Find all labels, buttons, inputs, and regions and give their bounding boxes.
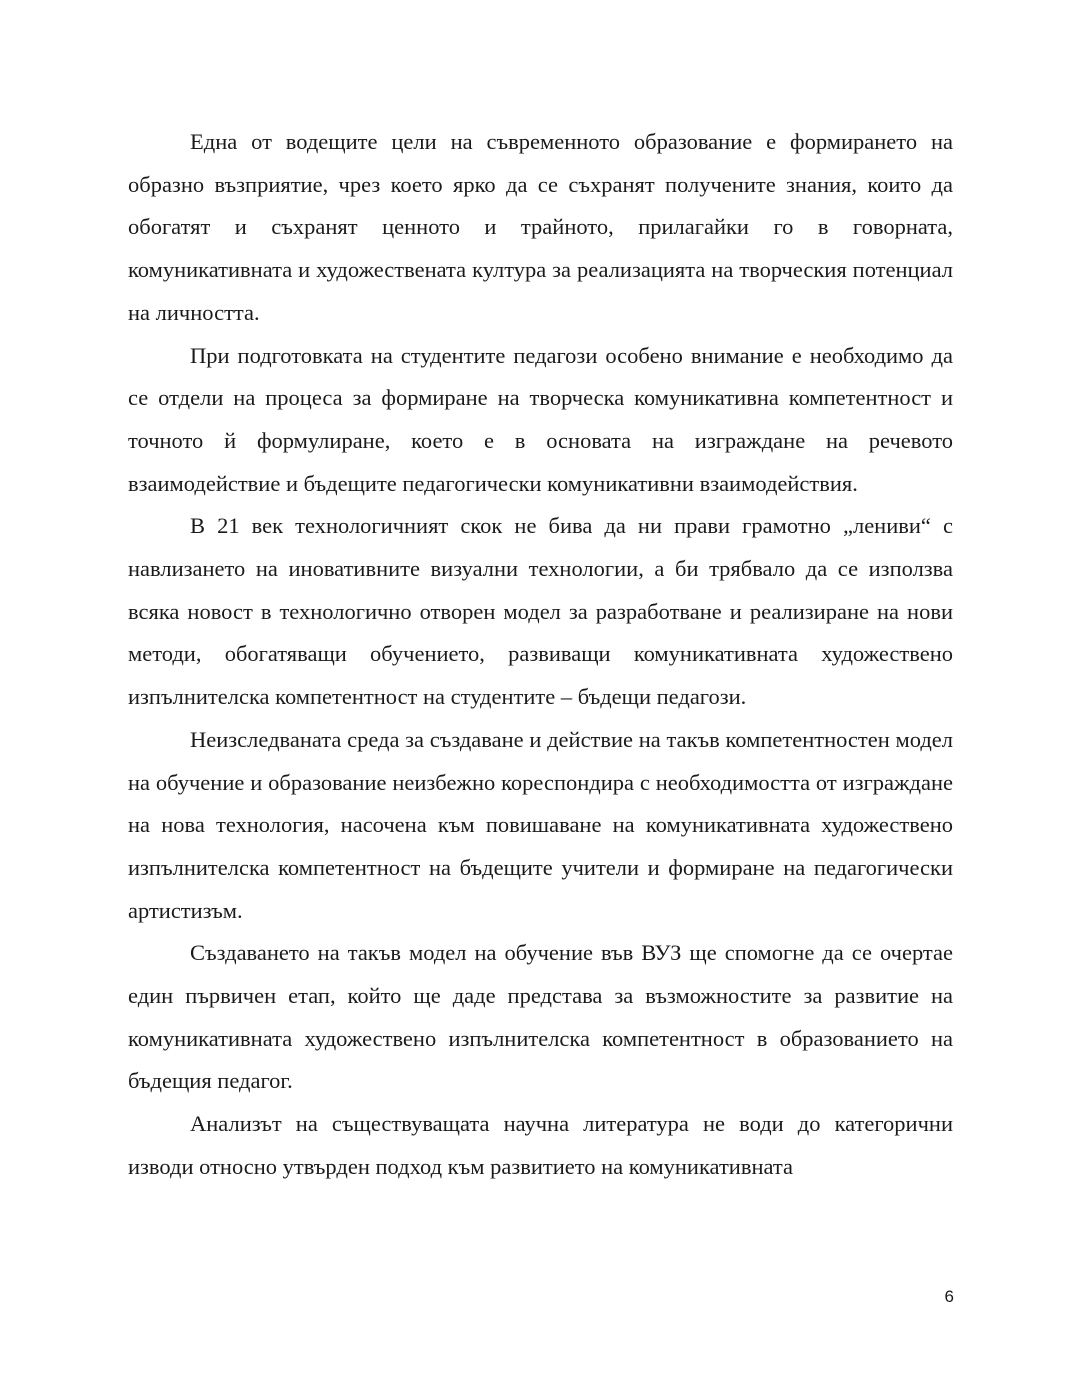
- paragraph-2: При подготовката на студентите педагози особено внимание е необходимо да се отдели на процеса за формиране на творческа комуникативна компетентност и точното й формулиране, което е в основата на изграждане на речевото взаимодействие и бъдещите педагогически комуникативни взаимодействия.: [128, 342, 953, 496]
- paragraph-5: Създаването на такъв модел на обучение във ВУЗ ще спомогне да се очертае един първичен етап, който ще даде представа за възможностите за развитие на комуникативната художествено изпълнителска компетентност в образованието на бъдещия педагог.: [128, 940, 953, 1094]
- paragraph-3: В 21 век технологичният скок не бива да ни прави грамотно „лениви“ с навлизането на иновативните визуални технологии, а би трябвало да се използва всяка новост в технологично отворен модел за разработване и реализиране на нови методи, обогатяващи обучението, развиващи комуникативната художествено изпълнителска компетентност на студентите – бъдещи педагози.: [128, 513, 953, 710]
- paragraph-1: Една от водещите цели на съвременното образование е формирането на образно възприятие, чрез което ярко да се съхранят получените знания, които да обогатят и съхранят ценното и трайното, прилагайки го в говорната, комуникативната и художествената култура за реализацията на творческия потенциал на личността.: [128, 129, 953, 325]
- paragraph-6: Анализът на съществуващата научна литература не води до категорични изводи относно утвърден подход към развитието на комуникативната: [128, 1111, 953, 1179]
- document-body: [128, 121, 953, 1189]
- page-number: 6: [944, 1287, 954, 1306]
- paragraph-4: Неизследваната среда за създаване и действие на такъв компетентностен модел на обучение и образование неизбежно кореспондира с необходимостта от изграждане на нова технология, насочена към повишаване на комуникативната художествено изпълнителска компетентност на бъдещите учители и формиране на педагогически артистизъм.: [128, 726, 953, 923]
